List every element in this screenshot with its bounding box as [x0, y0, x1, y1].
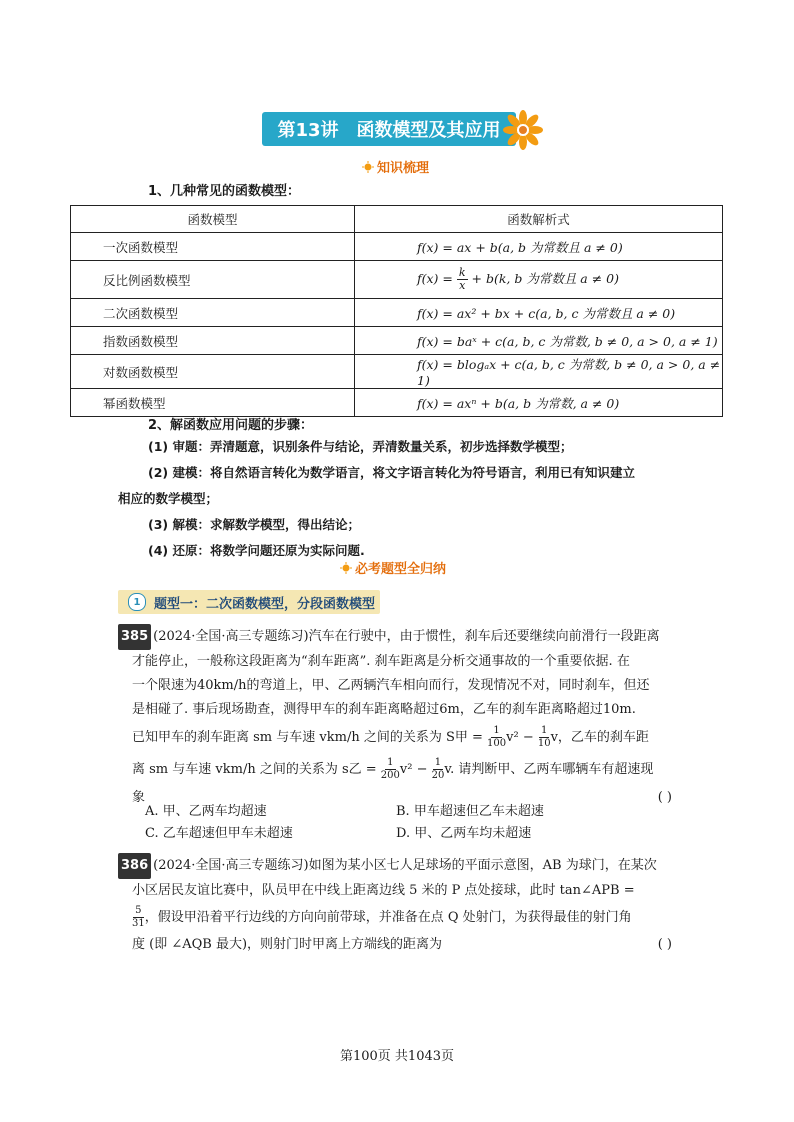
step-3: (3) 解模：求解数学模型，得出结论；: [148, 517, 360, 532]
part2-heading: 2、解函数应用问题的步骤：: [148, 418, 314, 433]
question-text: v² −: [506, 730, 538, 745]
table-row: [71, 233, 723, 261]
question-type-tag: [118, 590, 380, 614]
question-line: [118, 903, 672, 933]
answer-bracket: ( ): [657, 937, 672, 952]
question-line: [118, 853, 672, 879]
formula-part: f(x) =: [417, 271, 457, 286]
model-formula: f(x) = ax + b(a, b 为常数且 a ≠ 0): [355, 233, 723, 261]
question-text: (2024·全国·高三专题练习)如图为某小区七人足球场的平面示意图，AB 为球门，在某次: [153, 858, 657, 873]
table-row: [71, 327, 723, 355]
formula-part: + b(k, b 为常数且 a ≠ 0): [467, 271, 620, 286]
solution-steps: [118, 434, 708, 564]
step-2-cont: 相应的数学模型；: [118, 491, 219, 506]
fraction-denominator: 200: [380, 770, 400, 781]
question-number: 386: [118, 853, 151, 879]
model-name: 幂函数模型: [71, 389, 355, 417]
fraction: [457, 267, 468, 292]
fraction: [487, 725, 506, 750]
section-knowledge-label: 知识梳理: [377, 161, 430, 176]
step-4: (4) 还原：将数学问题还原为实际问题.: [148, 543, 365, 558]
question-text: v，乙车的刹车距: [550, 730, 649, 745]
type-number-badge: 1: [128, 593, 146, 611]
question-text: (2024·全国·高三专题练习)汽车在行驶中，由于惯性，刹车后还要继续向前滑行一段距离: [153, 629, 660, 644]
option-a: A. 甲、乙两车均超速: [145, 804, 267, 819]
table-row: [71, 299, 723, 327]
step-2: (2) 建模：将自然语言转化为数学语言，将文字语言转化为符号语言，利用已有知识建立: [148, 465, 635, 480]
fraction: [538, 725, 551, 750]
option-c: C. 乙车超速但甲车未超速: [145, 826, 293, 841]
answer-bracket: ( ): [657, 790, 672, 805]
question-line: [118, 722, 672, 754]
fraction-numerator: 1: [434, 757, 442, 768]
fraction-denominator: 20: [431, 770, 445, 781]
question-text: 已知甲车的刹车距离 sm 与车速 vkm/h 之间的关系为 S甲 =: [132, 730, 488, 745]
fraction-denominator: 31: [132, 918, 145, 929]
model-name: 二次函数模型: [71, 299, 355, 327]
fraction-denominator: 100: [487, 738, 507, 749]
function-models-table: [70, 205, 723, 417]
step-1: (1) 审题：弄清题意，识别条件与结论，弄清数量关系，初步选择数学模型；: [148, 439, 573, 454]
lecture-topic: 函数模型及其应用: [356, 120, 501, 141]
model-formula: f(x) = baˣ + c(a, b, c 为常数, b ≠ 0, a > 0, a ≠ 1): [355, 327, 723, 355]
question-line: 一个限速为40km/h的弯道上，甲、乙两辆汽车相向而行，发现情况不对，同时刹车，但还: [132, 678, 650, 693]
question-line: [118, 754, 672, 786]
fraction: [132, 905, 145, 930]
fraction-numerator: 1: [493, 725, 500, 736]
question-text: v. 请判断甲、乙两车哪辆车有超速现: [444, 762, 654, 777]
question-number: 385: [118, 624, 151, 650]
col-header-formula: 函数解析式: [355, 206, 723, 233]
section-question-types-label: 必考题型全归纳: [355, 562, 447, 577]
fraction-denominator: 10: [537, 738, 551, 749]
model-name: 对数函数模型: [71, 355, 355, 389]
page-footer: 第100页 共1043页: [339, 1049, 455, 1064]
question-text: v² −: [399, 762, 432, 777]
question-line: 才能停止，一般称这段距离为“刹车距离”. 刹车距离是分析交通事故的一个重要依据. 在: [132, 654, 630, 669]
section-question-types: [340, 558, 446, 577]
option-d: D. 甲、乙两车均未超速: [396, 826, 532, 841]
fraction-numerator: k: [458, 266, 466, 279]
model-formula: f(x) = axⁿ + b(a, b 为常数, a ≠ 0): [355, 389, 723, 417]
model-formula: f(x) = blogₐx + c(a, b, c 为常数, b ≠ 0, a > 0, a ≠ 1): [355, 355, 723, 389]
lecture-number: 第13讲: [277, 120, 339, 141]
type-label: 题型一：二次函数模型，分段函数模型: [154, 596, 376, 612]
question-text: ，假设甲沿着平行边线的方向向前带球，并准备在点 Q 处射门，为获得最佳的射门角: [144, 910, 632, 925]
fraction: [432, 757, 445, 782]
model-formula: f(x) = ax² + bx + c(a, b, c 为常数且 a ≠ 0): [355, 299, 723, 327]
option-b: B. 甲车超速但乙车未超速: [396, 804, 544, 819]
lecture-title-banner: [262, 112, 516, 146]
table-row: [71, 389, 723, 417]
question-line: 小区居民友谊比赛中，队员甲在中线上距离边线 5 米的 P 点处接球，此时 tan∠APB =: [132, 883, 635, 898]
table-row: [71, 261, 723, 299]
question-text: 离 sm 与车速 vkm/h 之间的关系为 s乙 =: [132, 762, 381, 777]
question-386: [118, 853, 672, 957]
part1-heading: 1、几种常见的函数模型：: [148, 184, 301, 199]
fraction-numerator: 5: [135, 905, 142, 916]
model-name: 一次函数模型: [71, 233, 355, 261]
section-knowledge: [362, 157, 429, 176]
fraction-numerator: 1: [541, 725, 548, 736]
model-name: 反比例函数模型: [71, 261, 355, 299]
question-text: 象: [132, 790, 146, 805]
col-header-model: 函数模型: [71, 206, 355, 233]
fraction-denominator: x: [459, 279, 466, 292]
fraction: [381, 757, 400, 782]
fraction-numerator: 1: [387, 757, 394, 768]
table-row: [71, 355, 723, 389]
model-name: 指数函数模型: [71, 327, 355, 355]
question-385: [118, 624, 672, 810]
question-text: 度 (即 ∠AQB 最大)，则射门时甲离上方端线的距离为: [132, 937, 443, 952]
question-line: [118, 624, 672, 650]
sun-icon: [362, 161, 374, 173]
model-formula: [355, 261, 723, 299]
question-line: 是相碰了. 事后现场勘查，测得甲车的刹车距离略超过6m，乙车的刹车距离略超过10m.: [132, 702, 636, 717]
flower-icon: [503, 110, 543, 150]
question-line: [118, 933, 672, 957]
table-header-row: [71, 206, 723, 233]
sun-icon: [340, 562, 352, 574]
